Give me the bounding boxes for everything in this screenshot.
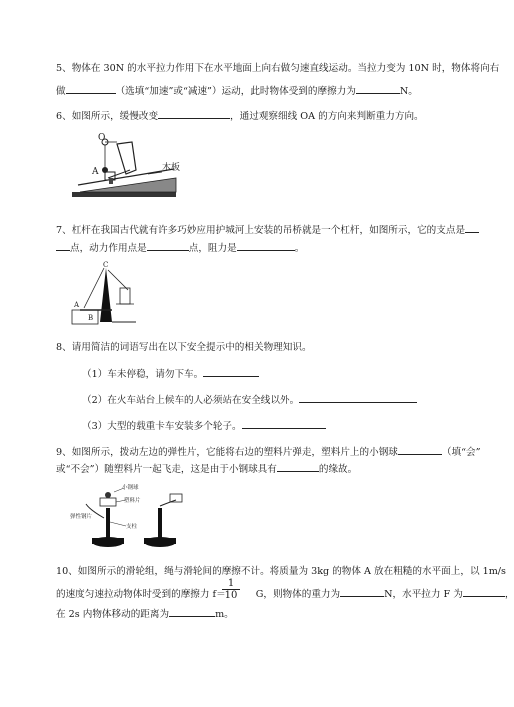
q10-text-b: G，则物体的重力为 <box>255 589 341 600</box>
q9-blank-1[interactable] <box>398 444 442 455</box>
q9-text-d: 的缘故。 <box>318 464 358 475</box>
q8-item-2-text: （2）在火车站台上候车的人必须站在安全线以外。 <box>82 395 300 406</box>
fig9-label-ball: 小钢球 <box>122 485 139 491</box>
q7-blank-2[interactable] <box>147 240 189 251</box>
q8-blank-2[interactable] <box>299 392 417 403</box>
q10-blank-1[interactable] <box>340 586 384 597</box>
q7-text-b: 点，动力作用点是 <box>70 243 147 254</box>
drawbridge-figure <box>72 260 152 326</box>
q8-blank-3[interactable] <box>242 418 326 429</box>
q8-item-3-text: （3）大型的载重卡车安装多个轮子。 <box>82 421 242 432</box>
fig9-label-post: 支柱 <box>126 524 138 530</box>
q9-text-a: 9、如图所示，拨动左边的弹性片，它能将右边的塑料片弹走，塑料片上的小钢球 <box>56 447 398 458</box>
q9-text-c: 或“不会”）随塑料片一起飞走，这是由于小钢球具有 <box>56 464 277 475</box>
inertia-demo-figure <box>70 482 188 554</box>
q7-line-2 <box>56 240 304 255</box>
q6-text-b: ，通过观察细线 OA 的方向来判断重力方向。 <box>230 111 424 122</box>
q10-text-f: m。 <box>215 609 234 620</box>
q7-blank-1b[interactable] <box>56 240 70 251</box>
q5-blank-2[interactable] <box>356 83 400 94</box>
q9-line-2 <box>56 461 357 476</box>
q8-item-1-text: （1）车未停稳，请勿下车。 <box>82 369 204 380</box>
q10-line-1: 10、如图所示的滑轮组，绳与滑轮间的摩擦不计。将质量为 3kg 的物体 A 放在粗糙的水平面上，以 1m/s <box>56 566 506 577</box>
q5-text-c: N。 <box>399 86 418 97</box>
fig6-label-o: O <box>98 133 106 143</box>
fig6-label-a: A <box>92 167 99 177</box>
fig7-label-c: C <box>103 261 109 269</box>
q10-text-d: ， <box>504 589 514 600</box>
q9-text-b: （填“会” <box>441 447 481 458</box>
q7-line-1 <box>56 222 479 237</box>
q5-text-a: 做 <box>56 86 66 97</box>
q10-blank-2[interactable] <box>463 586 505 597</box>
q10-text-c: N，水平拉力 F 为 <box>384 589 463 600</box>
q10-fraction <box>222 578 240 602</box>
q8-item-1 <box>82 366 259 381</box>
fig7-label-a: A <box>74 301 80 309</box>
q10-line-2 <box>56 586 514 601</box>
q10-text-a: 的速度匀速拉动物体时受到的摩擦力 f＝ <box>56 589 226 600</box>
q5-line-2 <box>56 83 418 98</box>
q6-text-a: 6、如图所示，缓慢改变 <box>56 111 159 122</box>
fig6-label-board: 木板 <box>162 163 181 173</box>
q8-item-2 <box>82 392 417 407</box>
q8-blank-1[interactable] <box>203 366 259 377</box>
q7-text-a: 7、杠杆在我国古代就有许多巧妙应用护城河上安装的吊桥就是一个杠杆，如图所示，它的支点是 <box>56 225 466 236</box>
q10-blank-3[interactable] <box>169 606 215 617</box>
q5-text-b: （选填“加速”或“减速”）运动，此时物体受到的摩擦力为 <box>115 86 356 97</box>
q10-line-3 <box>56 606 234 621</box>
q6-blank-1[interactable] <box>158 108 230 119</box>
q9-line-1 <box>56 444 480 459</box>
q7-text-d: 。 <box>294 243 305 254</box>
q7-blank-3[interactable] <box>237 240 295 251</box>
q8-line-1: 8、请用简洁的词语写出在以下安全提示中的相关物理知识。 <box>56 342 312 353</box>
fig9-label-plastic: 塑料片 <box>124 498 141 504</box>
q10-text-e: 在 2s 内物体移动的距离为 <box>56 609 170 620</box>
q5-blank-1[interactable] <box>66 83 116 94</box>
q10-frac-den: 10 <box>222 589 240 602</box>
fig7-label-b: B <box>88 314 94 322</box>
q8-item-3 <box>82 418 326 433</box>
q9-blank-2[interactable] <box>277 461 319 472</box>
q7-text-c: 点，阻力是 <box>188 243 237 254</box>
q10-frac-num: 1 <box>227 578 235 589</box>
fig9-label-spring: 弹性钢片 <box>70 514 93 520</box>
incline-plumb-figure <box>70 130 190 202</box>
q5-line-1: 5、物体在 30N 的水平拉力作用下在水平地面上向右做匀速直线运动。当拉力变为 10N 时，物体将向右 <box>56 63 500 74</box>
q6-line-1 <box>56 108 424 123</box>
q7-blank-1[interactable] <box>465 222 479 233</box>
